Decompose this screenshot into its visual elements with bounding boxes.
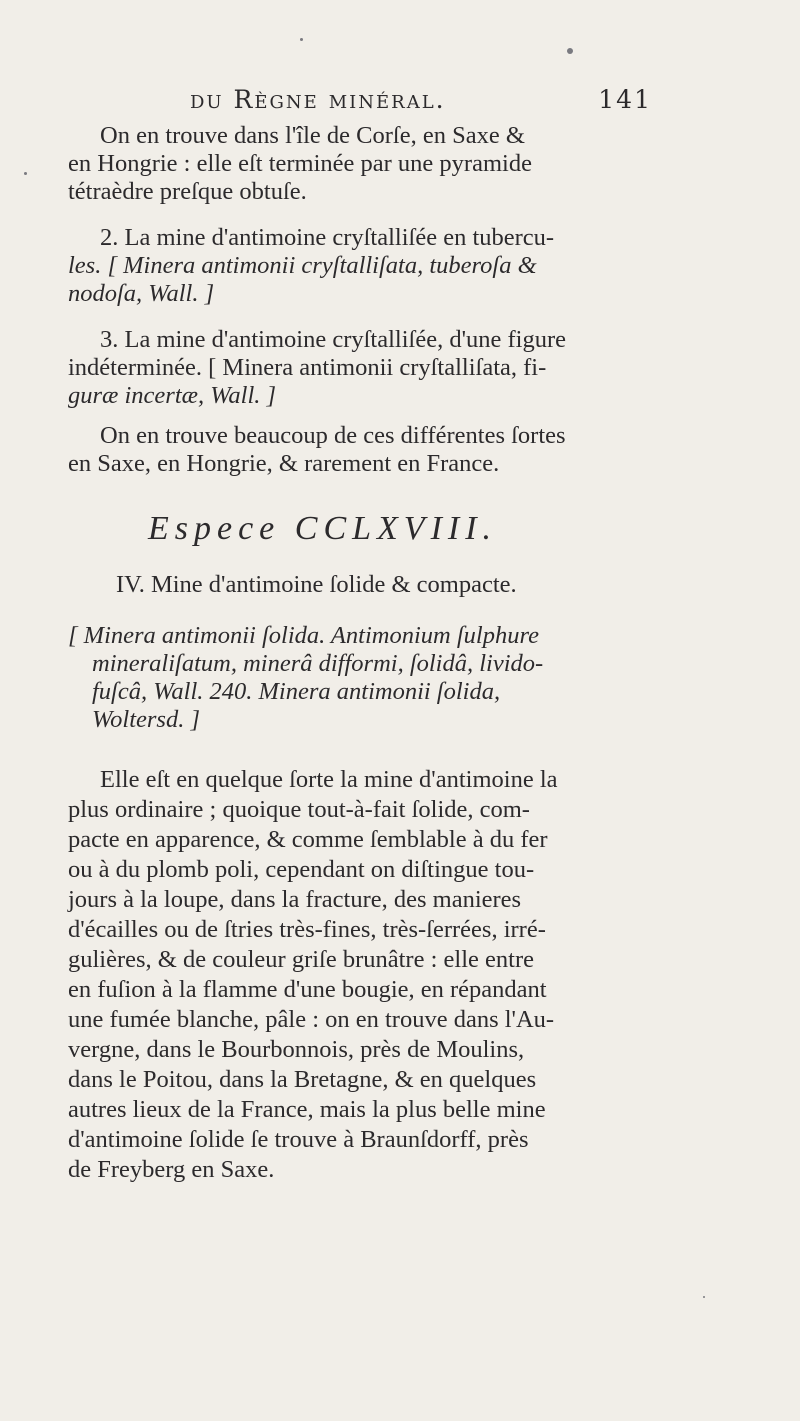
ink-speck <box>703 1296 705 1298</box>
text-line: On en trouve dans l'île de Corſe, en Saxe & <box>100 122 525 149</box>
text-line: autres lieux de la France, mais la plus belle mine <box>68 1096 546 1123</box>
text-line: nodoſa, Wall. ] <box>68 280 215 307</box>
text-line: de Freyberg en Saxe. <box>68 1156 275 1183</box>
paragraph-localities <box>68 122 688 206</box>
text-line: 2. La mine d'antimoine cryſtalliſée en tubercu- <box>100 224 555 251</box>
text-line: [ Minera antimonii ſolida. Antimonium ſulphure <box>68 622 539 649</box>
text-line: en Hongrie : elle eſt terminée par une pyramide <box>68 150 532 177</box>
text-line: dans le Poitou, dans la Bretagne, & en quelques <box>68 1066 537 1093</box>
text-line: indéterminée. [ Minera antimonii cryſtalliſata, fi- <box>68 354 547 381</box>
text-line: 3. La mine d'antimoine cryſtalliſée, d'une figure <box>100 326 567 353</box>
text-line: pacte en apparence, & comme ſemblable à du fer <box>68 826 548 853</box>
running-title: du Règne minéral. <box>190 85 446 114</box>
text-line: en Saxe, en Hongrie, & rarement en France. <box>68 450 500 477</box>
text-line: les. [ Minera antimonii cryſtalliſata, tuberoſa & <box>68 252 537 279</box>
text-line: ou à du plomb poli, cependant on diſtingue tou- <box>68 856 535 883</box>
text-line: d'antimoine ſolide ſe trouve à Braunſdorff, près <box>68 1126 529 1153</box>
page-number: 141 <box>598 85 652 114</box>
text-line: d'écailles ou de ſtries très-fines, très-ſerrées, irré- <box>68 916 546 943</box>
species-heading: Espece CCLXVIII. <box>148 510 498 547</box>
text-line: une fumée blanche, pâle : on en trouve dans l'Au- <box>68 1006 555 1033</box>
ink-speck <box>567 48 573 54</box>
text-line: IV. Mine d'antimoine ſolide & compacte. <box>116 571 517 598</box>
text-line: On en trouve beaucoup de ces différentes ſortes <box>100 422 566 449</box>
text-line: Woltersd. ] <box>92 706 201 733</box>
text-line: guræ incertæ, Wall. ] <box>68 382 277 409</box>
ink-speck <box>300 38 303 41</box>
text-line: jours à la loupe, dans la fracture, des manieres <box>68 886 522 913</box>
text-line: gulières, & de couleur griſe brunâtre : elle entre <box>68 946 534 973</box>
paragraph-variety-2 <box>68 224 688 308</box>
ink-speck <box>24 172 27 175</box>
paragraph-variety-3 <box>68 326 688 410</box>
paragraph-description <box>68 765 688 1185</box>
paragraph-occurrence <box>68 422 688 478</box>
text-line: fuſcâ, Wall. 240. Minera antimonii ſolida, <box>92 678 501 705</box>
text-line: mineraliſatum, minerâ difformi, ſolidâ, livido- <box>92 650 544 677</box>
text-line: plus ordinaire ; quoique tout-à-fait ſolide, com- <box>68 796 530 823</box>
text-line: vergne, dans le Bourbonnois, près de Moulins, <box>68 1036 525 1063</box>
text-line: Elle eſt en quelque ſorte la mine d'antimoine la <box>100 766 558 793</box>
text-line: tétraèdre preſque obtuſe. <box>68 178 307 205</box>
section-title <box>68 571 688 599</box>
latin-synonymy <box>68 622 688 734</box>
text-line: en fuſion à la flamme d'une bougie, en répandant <box>68 976 547 1003</box>
